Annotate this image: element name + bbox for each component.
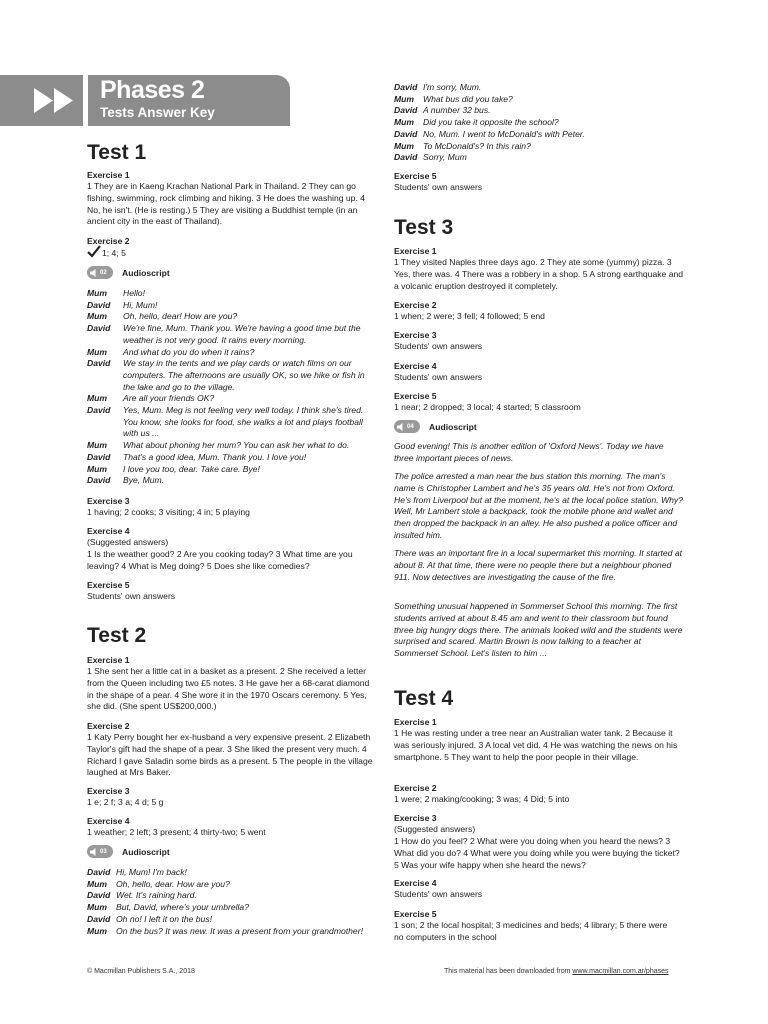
script-line (87, 914, 382, 926)
test2-ex4-answers: 1 weather; 2 left; 3 present; 4 thirty-two; 5 went (87, 827, 266, 837)
speaker-name: Mum (87, 288, 108, 298)
script-text: Oh no! I left it on the bus! (116, 913, 213, 924)
speaker-name: Mum (87, 311, 108, 322)
script-line (87, 440, 377, 452)
script-line (87, 323, 377, 346)
speaker-name: David (87, 405, 111, 416)
test2-audioscript-part2 (394, 82, 684, 164)
script-line (87, 347, 377, 359)
test1-ex1-answers: 1 They are in Kaeng Krachan National Park in Thailand. 2 They can go fishing, swimming, rock climbing and hiking. 3 He does the washing up. 4 No, he isn't. (He is resting.) 5 They are visiting a Buddhist temple (in an ancient city in the east of Thailand). (87, 181, 366, 227)
header-banner (0, 75, 290, 126)
speaker-name: David (87, 323, 111, 334)
test1-heading: Test 1 (87, 141, 147, 164)
test3-heading: Test 3 (394, 216, 454, 239)
test1-ex4-note: (Suggested answers) (87, 537, 169, 547)
test3-ex1-answers: 1 They visited Naples three days ago. 2 They ate some (yummy) pizza. 3 Yes, there was. 4 There was a robbery in a shop. 5 A strong earthquake and a volcanic eruption destroyed it completely. (394, 257, 684, 291)
test3-ex4-heading: Exercise 4 (394, 361, 437, 371)
test2-ex3-answers: 1 e; 2 f; 3 a; 4 d; 5 g (87, 797, 164, 807)
speaker-name: David (394, 82, 418, 92)
test3-ex4-answers: Students' own answers (394, 372, 483, 382)
script-line (87, 902, 382, 914)
script-text: Sorry, Mum (423, 152, 467, 163)
script-line (87, 358, 377, 393)
script-line (394, 117, 684, 129)
test4-heading: Test 4 (394, 687, 454, 710)
test1-ex2-heading: Exercise 2 (87, 236, 130, 246)
test1-ex5-answers: Students' own answers (87, 591, 176, 601)
script-line (87, 311, 377, 323)
script-text: We're fine, Mum. Thank you. We're having a good time but the weather is not very good. It rains every morning. (123, 323, 361, 345)
test3-ex3-heading: Exercise 3 (394, 330, 437, 340)
speaker-name: Mum (87, 925, 108, 936)
test4-ex2-answers: 1 were; 2 making/cooking; 3 was; 4 Did; 5 into (394, 794, 570, 804)
script-text: Bye, Mum. (123, 475, 165, 486)
script-line (87, 475, 377, 487)
script-text: Oh, hello, dear. How are you? (116, 878, 230, 889)
speaker-icon: 03 (87, 845, 113, 858)
test2-audioscript-part1 (87, 867, 382, 937)
script-text: And what do you do when it rains? (123, 346, 255, 357)
test4-ex3-answers: 1 How do you feel? 2 What were you doing when you heard the news? 3 What did you do? 4 What were you doing while you were buying the ticket? 5 Was your wife happy when she heard the news? (394, 836, 680, 870)
test4-ex1-answers: 1 He was resting under a tree near an Australian water tank. 2 Because it was seriously injured. 3 A local vet did. 4 He was watching the news on his smartphone. 5 They want to help the poor people in their village. (394, 728, 678, 762)
script-line (87, 300, 377, 312)
script-text: Did you take it opposite the school? (423, 117, 559, 128)
test2-ex3-heading: Exercise 3 (87, 786, 130, 796)
test4-ex3-note: (Suggested answers) (394, 824, 476, 834)
speaker-name: David (87, 867, 111, 877)
script-line (87, 464, 377, 476)
script-text: Hi, Mum! (123, 299, 158, 310)
test4-ex2-heading: Exercise 2 (394, 783, 437, 793)
speaker-name: David (394, 152, 418, 163)
test1-ex3-heading: Exercise 3 (87, 496, 130, 506)
script-line (87, 288, 377, 300)
script-text: What bus did you take? (423, 93, 513, 104)
checkmark-icon (87, 245, 101, 263)
script-line (394, 129, 684, 141)
script-text: But, David, where's your umbrella? (116, 902, 249, 913)
test2-ex2-heading: Exercise 2 (87, 721, 130, 731)
speaker-name: David (87, 475, 111, 486)
script-text: To McDonald's? In this rain? (423, 140, 531, 151)
speaker-icon: 02 (87, 266, 113, 279)
script-text: I'm sorry, Mum. (423, 82, 482, 92)
script-text: On the bus? It was new. It was a present from your grandmother! (116, 925, 363, 936)
speaker-name: Mum (394, 93, 415, 104)
speaker-name: David (394, 105, 418, 116)
script-text: A number 32 bus. (423, 105, 491, 116)
script-line (394, 141, 684, 153)
script-text: Hello! (123, 288, 145, 298)
test2-ex1-heading: Exercise 1 (87, 655, 130, 665)
speaker-name: Mum (87, 440, 108, 451)
test3-audioscript-p2: The police arrested a man near the bus station this morning. The man's name is Christopher Lambert and he's 35 years old. He's not from Oxford. He's from Liverpool but at the moment, he's at the local police station. Why? Well, Mr Lambert stole a backpack, took the mobile phone and wallet and then dropped the backpack in an alley. He also pushed a police officer and insulted him. (394, 471, 683, 540)
test3-ex5-answers: 1 near; 2 dropped; 3 local; 4 started; 5 classroom (394, 402, 581, 412)
script-text: I love you too, dear. Take care. Bye! (123, 463, 260, 474)
fast-forward-icon (0, 75, 83, 126)
test4-ex1-heading: Exercise 1 (394, 717, 437, 727)
script-line (394, 94, 684, 106)
test4-ex3-heading: Exercise 3 (394, 813, 437, 823)
audioscript-label: 04 Audioscript (394, 420, 477, 433)
test1-ex4-answers: 1 Is the weather good? 2 Are you cooking today? 3 What time are you leaving? 4 What is Meg doing? 5 Does she like comedies? (87, 549, 353, 571)
test3-ex3-answers: Students' own answers (394, 341, 483, 351)
speaker-name: David (87, 913, 111, 924)
test1-ex1-heading: Exercise 1 (87, 170, 130, 180)
test2-ex4-heading: Exercise 4 (87, 816, 130, 826)
test3-ex1-heading: Exercise 1 (394, 246, 437, 256)
script-line (394, 82, 684, 94)
script-text: Are all your friends OK? (123, 393, 215, 404)
test4-ex4-heading: Exercise 4 (394, 878, 437, 888)
test2-ex2-answers: 1 Katy Perry bought her ex-husband a very expensive present. 2 Elizabeth Taylor's gift had the shape of a pear. 3 She liked the present very much. 4 Richard I gave Saladin some birds as a present. 5 The people in the village laughed at Mrs Baker. (87, 732, 373, 778)
test1-ex2-answers: 1; 4; 5 (102, 248, 126, 258)
script-line (87, 405, 377, 440)
test1-ex3-answers: 1 having; 2 cooks; 3 visiting; 4 in; 5 playing (87, 507, 250, 517)
script-text: No, Mum. I went to McDonald's with Peter. (423, 128, 585, 139)
test2-ex5-answers: Students' own answers (394, 182, 483, 192)
script-text: That's a good idea, Mum. Thank you. I love you! (123, 451, 307, 462)
script-text: Yes, Mum. Meg is not feeling very well today. I think she's tired. You know, she looks for food, she walks a lot and plays football with us ... (123, 405, 364, 439)
test3-ex5-heading: Exercise 5 (394, 391, 437, 401)
speaker-name: Mum (87, 878, 108, 889)
speaker-name: David (87, 451, 111, 462)
script-text: Hi, Mum! I'm back! (116, 867, 187, 877)
script-text: Wet. It's raining hard. (116, 890, 197, 901)
speaker-name: David (87, 299, 111, 310)
test1-ex4-heading: Exercise 4 (87, 526, 130, 536)
script-text: We stay in the tents and we play cards or watch films on our computers. The afternoons are usually OK, so we hike or fish in the lake and go to the village. (123, 358, 365, 392)
book-title: Phases 2 (100, 76, 205, 104)
test2-ex5-heading: Exercise 5 (394, 171, 437, 181)
script-text: What about phoning her mum? You can ask her what to do. (123, 440, 350, 451)
speaker-name: Mum (394, 140, 415, 151)
audioscript-label: 03 Audioscript (87, 845, 170, 858)
speaker-name: Mum (87, 346, 108, 357)
audioscript-label: 02 Audioscript (87, 266, 170, 279)
download-note: This material has been downloaded from www.macmillan.com.ar/phases (444, 968, 669, 975)
test1-ex5-heading: Exercise 5 (87, 580, 130, 590)
book-subtitle: Tests Answer Key (100, 105, 215, 120)
speaker-name: Mum (87, 463, 108, 474)
speaker-name: Mum (87, 902, 108, 913)
script-line (87, 926, 382, 938)
script-line (87, 452, 377, 464)
test3-ex2-heading: Exercise 2 (394, 300, 437, 310)
speaker-name: David (87, 890, 111, 901)
script-line (87, 393, 377, 405)
copyright-text: © Macmillan Publishers S.A., 2018 (87, 968, 195, 975)
banner-title-box (88, 75, 290, 126)
test4-ex5-answers: 1 son; 2 the local hospital; 3 medicines and beds; 4 library; 5 there were no computers in the school (394, 920, 668, 942)
test4-ex4-answers: Students' own answers (394, 889, 483, 899)
test3-ex2-answers: 1 when; 2 were; 3 fell; 4 followed; 5 end (394, 311, 545, 321)
speaker-name: David (394, 128, 418, 139)
test2-heading: Test 2 (87, 624, 147, 647)
speaker-name: Mum (394, 117, 415, 128)
test3-audioscript-p1: Good evening! This is another edition of 'Oxford News'. Today we have three important pieces of news. (394, 441, 664, 463)
script-line (394, 152, 684, 164)
speaker-name: Mum (87, 393, 108, 404)
speaker-icon: 04 (394, 420, 420, 433)
test1-audioscript (87, 288, 377, 487)
script-line (87, 890, 382, 902)
test4-ex5-heading: Exercise 5 (394, 909, 437, 919)
script-line (87, 867, 382, 879)
download-link[interactable]: www.macmillan.com.ar/phases (572, 968, 669, 975)
test3-audioscript-p3: There was an important fire in a local supermarket this morning. It started at about 8. At that time, there were no people there but a neighbour phoned 911. Now detectives are investigating the cause of the fire. (394, 548, 683, 582)
script-line (87, 879, 382, 891)
test2-ex1-answers: 1 She sent her a little cat in a basket as a present. 2 She received a letter from the Queen including two £5 notes. 3 He gave her a 68-carat diamond in the shape of a pear. 4 She wore it in the 1970 Oscars ceremony. 5 Yes, she did. (She spent US$200,000.) (87, 666, 370, 712)
speaker-name: David (87, 358, 111, 369)
script-text: Oh, hello, dear! How are you? (123, 311, 238, 322)
test3-audioscript-p4: Something unusual happened in Sommerset School this morning. The first students arrived at about 8.45 am and went to their classroom but found three big hungry dogs there. The animals looked wild and the students were surprised and scared. Martin Brown is now talking to a teacher at Sommerset School. Let's listen to him ... (394, 601, 683, 659)
script-line (394, 105, 684, 117)
